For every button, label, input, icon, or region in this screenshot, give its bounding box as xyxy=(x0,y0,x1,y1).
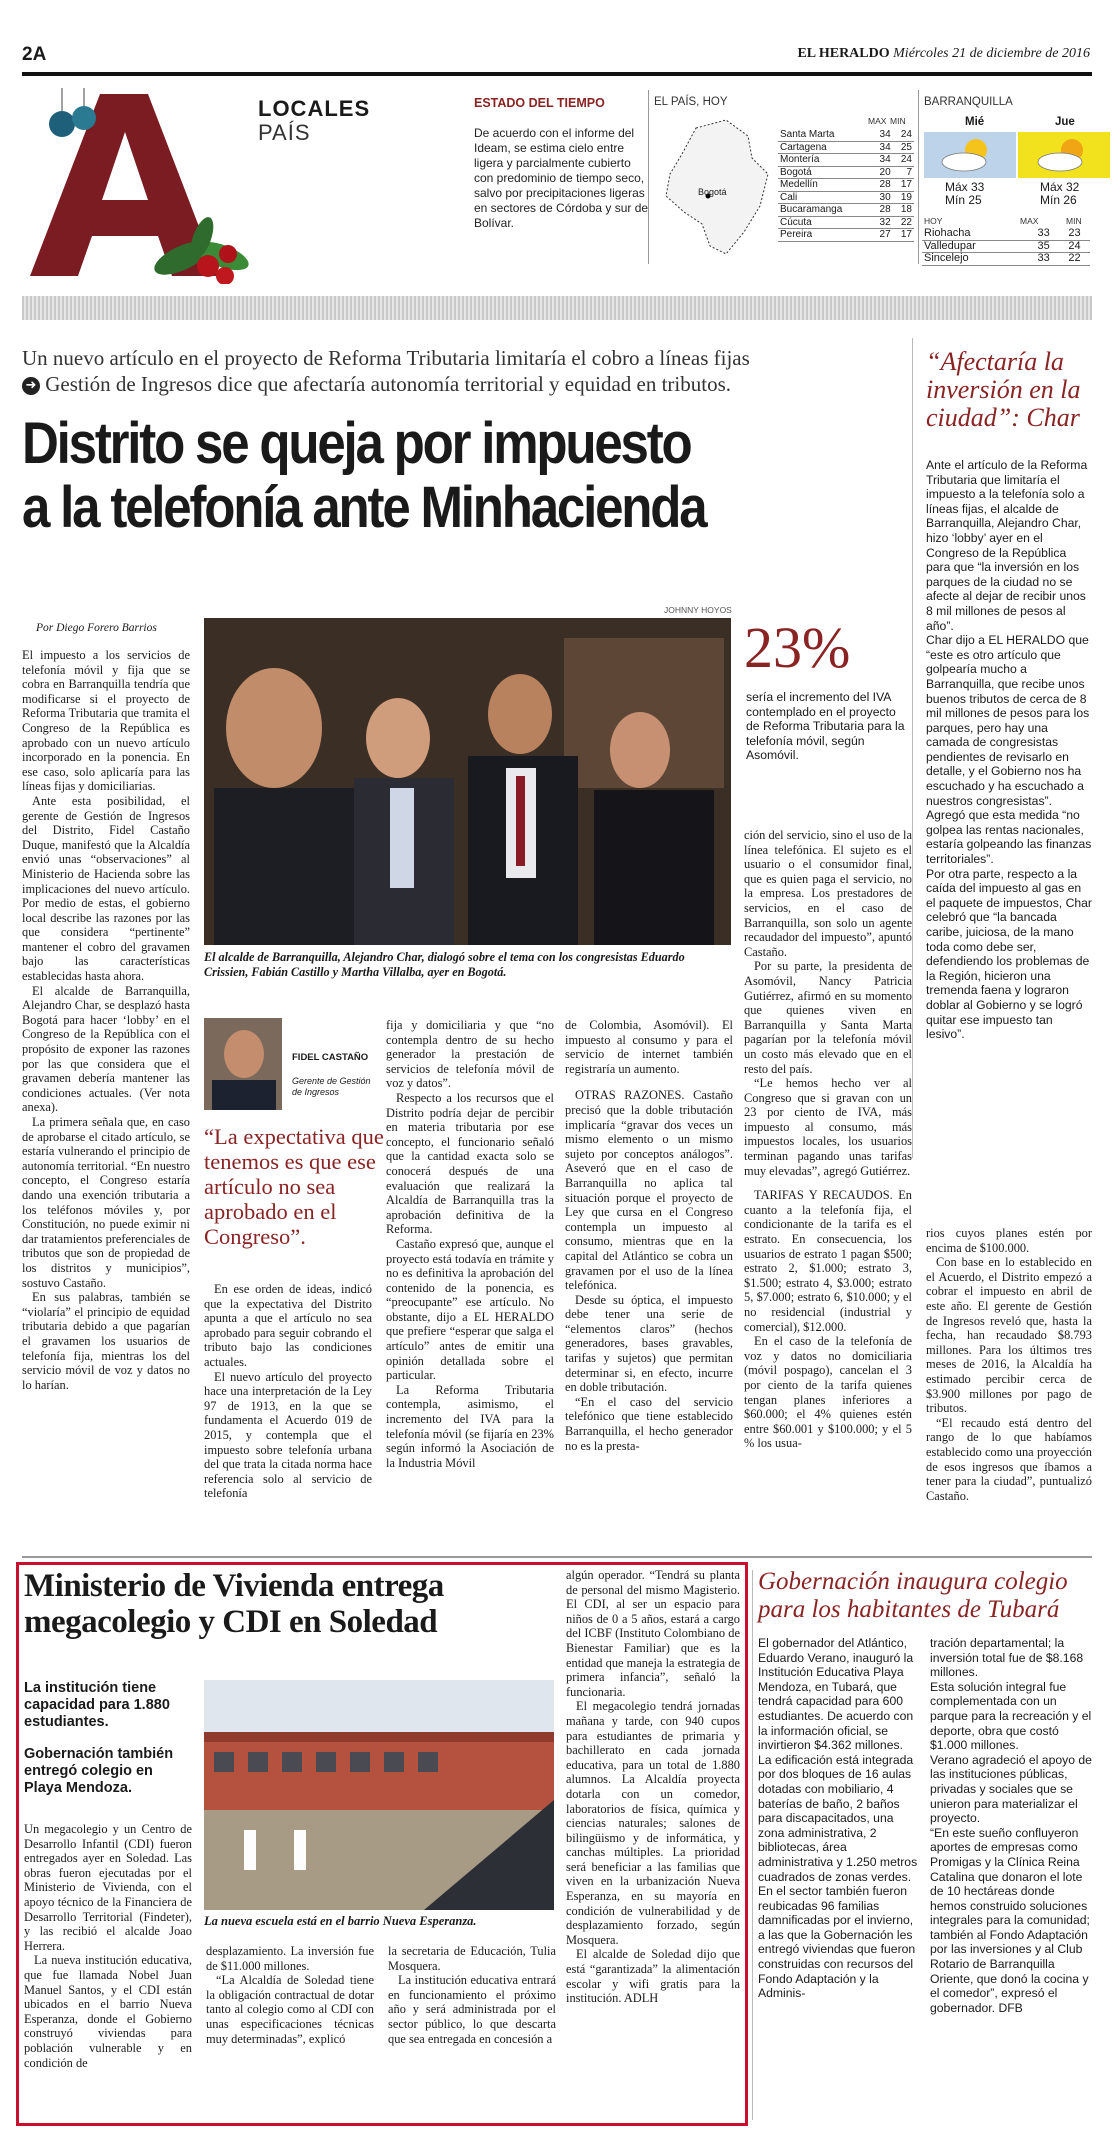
city-row xyxy=(778,216,914,229)
bottom-left-col-b xyxy=(206,1944,374,2046)
city-row xyxy=(778,179,914,192)
bottom-divider xyxy=(752,1570,753,2120)
paragraph: Un megacolegio y un Centro de Desarrollo Infantil (CDI) fueron entregados ayer en Soledad. Las obras fueron ejecutadas por el Ministerio de Vivienda, con el apoyo técnico de la Financiera de Desarrollo Territorial (Findeter), y las recibió el alcalde Joao Herrera. xyxy=(24,1822,192,1953)
regional-name: Valledupar xyxy=(922,240,1028,253)
paragraph: El megacolegio tendrá jornadas mañana y tarde, con 940 cupos para estudiantes de primaria y bachillerato en cada jornada educativa, para un total de 1.880 alumnos. La Alcaldía proyecta dotarla con un comedor, laboratorios de física, química y ciencias naturales; salones de bilingüismo y de informática, y canchas múltiples. La prioridad será beneficiar a las familias que viven en la urbanización Nueva Esperanza, en su mayoría en condición de vulnerabilidad y de desplazamiento forzado, según Mosquera. xyxy=(566,1699,740,1947)
city-row xyxy=(778,229,914,242)
column-5 xyxy=(744,828,912,1451)
deck-2: Gobernación también entregó colegio en Playa Mendoza. xyxy=(24,1746,174,1796)
column-2 xyxy=(204,1282,372,1501)
paragraph: rios cuyos planes estén por encima de $100.000. xyxy=(926,1226,1092,1255)
headline-line-2: a la telefonía ante Minhacienda xyxy=(22,475,706,540)
table-min-head: MIN xyxy=(890,116,906,126)
portrait-illustration xyxy=(204,1018,282,1110)
bottom-left-col-d xyxy=(566,1568,740,2006)
paragraph: tración departamental; la inversión total fue de $8.168 millones. xyxy=(930,1636,1084,1680)
regional-name: Sincelejo xyxy=(922,253,1028,266)
column-4 xyxy=(565,1018,733,1453)
paragraph: Verano agradeció el apoyo de las instituciones públicas, privadas y sociales que se unieron para materializar el proyecto. xyxy=(930,1752,1092,1826)
mug-name: FIDEL CASTAÑO xyxy=(292,1052,369,1063)
weather-text: De acuerdo con el informe del Ideam, se estima cielo entre ligera y parcialmente cubierto con predominio de tiempo seco, salvo por precipitaciones ligeras en sectores de Córdoba y sur de Bolívar. xyxy=(474,126,649,230)
section-rule xyxy=(22,1556,1092,1558)
school-illustration xyxy=(204,1680,554,1910)
city-min: 17 xyxy=(893,229,914,242)
paper-name: EL HERALDO xyxy=(797,46,890,61)
partly-cloudy-icon xyxy=(924,132,1016,178)
paragraph: “En este sueño confluyeron aportes de empresas como Promigas y la Clínica Reina Catalina que donaron el lote de 10 hectáreas donde hemos construido soluciones integrales para la comunidad; también al Fondo Adaptación por las inversiones y al Club Rotario de Barranquilla Oriente, que donó la cocina y el comedor”, expresó el gobernador. DFB xyxy=(930,1825,1090,2015)
city-max: 30 xyxy=(871,191,892,204)
kicker-2: Gestión de Ingresos dice que afectaría autonomía territorial y equidad en tributos. xyxy=(45,372,732,396)
section-locales: LOCALES xyxy=(258,96,371,121)
deck-1: La institución tiene capacidad para 1.880 estudiantes. xyxy=(24,1680,170,1730)
bottom-left-headline: Ministerio de Vivienda entrega megacolegio y CDI en Soledad xyxy=(24,1568,444,1640)
city-max: 34 xyxy=(871,129,892,141)
regional-row xyxy=(922,240,1090,253)
city-name: Cali xyxy=(778,191,871,204)
section-banner xyxy=(22,88,1092,284)
partly-cloudy-icon xyxy=(1018,132,1110,178)
hoy-label: HOY xyxy=(924,216,943,226)
paragraph: Ante esta posibilidad, el gerente de Gestión de Ingresos del Distrito, Fidel Castaño Duque, manifestó que la Alcaldía envió unas “observaciones” al Ministerio de Hacienda sobre las implicaciones del nuevo artículo. Por medio de estas, el gobierno local describe las razones por las que considera “pertinente” mantener el cobro del gravamen bajo las características establecidas hasta ahora. xyxy=(22,793,190,984)
paragraph: Respecto a los recursos que el Distrito podría dejar de percibir en materia tributaria por ese concepto, el funcionario señaló que la cantidad exacta solo se conocerá después de una evaluación que realizará la Alcaldía de Barranquilla tras la aprobación definitiva de la Reforma. xyxy=(386,1090,554,1237)
paragraph: Esta solución integral fue complementada con un parque para la recreación y el deporte, obra que costó $1.000 millones. xyxy=(930,1679,1092,1753)
day2-icon-box xyxy=(1018,132,1110,178)
city-row xyxy=(778,166,914,179)
paragraph: TARIFAS Y RECAUDOS. En cuanto a la telefonía fija, el condicionante de la tarifa es el estrato. En consecuencia, los usuarios de estrato 1 pagan $500; estrato 2, $1.000; estrato 3, $1.500; estrato 4, $3.000; estrato 5, $7.000; estrato 6, $10.000; y el no residencial (industrial y comercial), $12.000. xyxy=(744,1188,912,1334)
paragraph: fija y domiciliaria y que “no contempla dentro de su hecho generador la prestación de servicios de telefonía móvil de voz y datos”. xyxy=(386,1018,554,1091)
paragraph: En el caso de la telefonía de voz y datos no domiciliaria (móvil pospago), cancelan el 3 por ciento de la tarifa quienes tengan planes inferiores a $60.000; el 4% quienes estén entre $60.001 y $100.000; y el 5 % los usua- xyxy=(744,1334,912,1451)
bottom-right-headline: Gobernación inaugura colegio para los habitantes de Tubará xyxy=(758,1568,1068,1623)
city-min: 17 xyxy=(893,179,914,192)
day1-temps xyxy=(945,181,984,207)
city-min: 24 xyxy=(893,129,914,141)
paragraph: El alcalde de Soledad dijo que está “garantizada” la alimentación escolar y wifi gratis para la institución. ADLH xyxy=(566,1947,740,2006)
day1-icon-box xyxy=(924,132,1016,178)
city-max: 28 xyxy=(871,204,892,217)
city-max: 32 xyxy=(871,216,892,229)
paragraph: El alcalde de Barranquilla, Alejandro Char, se desplazó hasta Bogotá para hacer ‘lobby’ en el Congreso de la República con el propósito de exponer las razones por las que considera que el gravamen debería mantener las condiciones actuales. (Ver nota anexa). xyxy=(22,983,190,1115)
sidebar-paragraph: Char dijo a EL HERALDO que “este es otro artículo que golpearía mucho a Barranquilla, que recibe unos buenos tributos de cerca de 8 mil millones de pesos para los parques, pero hay una camada de congresistas pendientes de revisarlo en detalle, y el Gobierno nos ha escuchado y ha escuchado a nuestros congresistas”. xyxy=(926,633,1090,808)
regional-max: 33 xyxy=(1028,228,1059,240)
paragraph: desplazamiento. La inversión fue de $11.000 millones. xyxy=(206,1944,374,1973)
kicker-1: Un nuevo artículo en el proyecto de Reforma Tributaria limitaría el cobro a líneas fijas xyxy=(22,346,750,370)
paragraph: “Le hemos hecho ver al Congreso que si gravan con un 23 por ciento de IVA, más impuesto al consumo, más impuestos locales, los usuarios terminan pagando unas tarifas muy elevadas”, agregó Gutiérrez. xyxy=(744,1076,912,1178)
paragraph: La nueva institución educativa, que fue llamada Nobel Juan Manuel Santos, y el CDI están ubicados en el barrio Nueva Esperanza, donde el Gobierno construyó viviendas para población vulnerable y en condición de xyxy=(24,1953,192,2070)
masthead-date xyxy=(797,46,1090,62)
city-name: Pereira xyxy=(778,229,871,242)
paragraph: Desde su óptica, el impuesto debe tener una serie de “elementos claros” (hechos generadores, bases gravables, tarifas y sujetos) que permitan determinar si, en efecto, incurre en doble tributación. xyxy=(565,1292,733,1395)
country-label: EL PAÍS, HOY xyxy=(654,96,728,108)
city-max: 20 xyxy=(871,166,892,179)
city-name: Bucaramanga xyxy=(778,204,871,217)
stat-value: 23% xyxy=(744,615,851,680)
section-pais: PAÍS xyxy=(258,120,311,145)
column-6 xyxy=(926,1226,1092,1503)
city-weather-table xyxy=(778,129,914,242)
city-min: 18 xyxy=(893,204,914,217)
byline: Por Diego Forero Barrios xyxy=(36,622,157,634)
divider xyxy=(648,90,649,264)
bottom-left-col-a xyxy=(24,1822,192,2070)
weather-title: ESTADO DEL TIEMPO xyxy=(474,96,605,110)
city-name: Bogotá xyxy=(778,166,871,179)
day2-label: Jue xyxy=(1055,116,1075,128)
photo-caption: El alcalde de Barranquilla, Alejandro Char, dialogó sobre el tema con los congresistas Eduardo Crissien, Fabián Castillo y Martha Villalba, ayer en Bogotá. xyxy=(204,950,685,979)
city-name: Medellín xyxy=(778,179,871,192)
regional-row xyxy=(922,253,1090,266)
paragraph: la secretaria de Educación, Tulia Mosquera. xyxy=(388,1944,556,1973)
city-name: Cartagena xyxy=(778,141,871,154)
city-min: 19 xyxy=(893,191,914,204)
main-headline xyxy=(22,412,705,540)
paragraph: La Reforma Tributaria contempla, asimismo, el incremento del IVA para la telefonía móvil (se fijaría en 23% según informó la Asociación de la Industria Móvil xyxy=(386,1382,554,1470)
day2-temps xyxy=(1040,181,1079,207)
sidebar-paragraph: Agregó que esta medida “no golpea las rentas nacionales, estaría golpeando las finanzas territoriales”. xyxy=(926,808,1092,867)
sidebar-divider xyxy=(912,338,913,1158)
city-name: Santa Marta xyxy=(778,129,871,141)
hoy-max-head: MAX xyxy=(1020,216,1039,226)
column-3 xyxy=(386,1018,554,1470)
regional-weather-table xyxy=(922,228,1090,266)
city-max: 34 xyxy=(871,154,892,167)
paragraph: Con base en lo establecido en el Acuerdo, el Distrito empezó a cobrar el impuesto en abril de este año. El gerente de Gestión de Ingresos reveló que, hasta la fecha, han recaudado $8.793 millones. Para los últimos tres meses de 2016, la Alcaldía ha estimado percibir cerca de $3.900 millones por pago de tributos. xyxy=(926,1255,1092,1416)
city-max: 28 xyxy=(871,179,892,192)
regional-min: 22 xyxy=(1059,253,1090,266)
city-min: 7 xyxy=(893,166,914,179)
sidebar-title: “Afectaría la inversión en la ciudad”: Char xyxy=(926,347,1081,432)
city-min: 22 xyxy=(893,216,914,229)
pull-quote: “La expectativa que tenemos es que ese artículo no sea aprobado en el Congreso”. xyxy=(204,1124,384,1249)
paragraph: “El recaudo está dentro del rango de lo que habíamos establecido como una proyección de esos ingresos que íbamos a tener para la ciudad”, puntualizó Castaño. xyxy=(926,1415,1092,1503)
regional-name: Riohacha xyxy=(922,228,1028,240)
paragraph: “La Alcaldía de Soledad tiene la obligación contractual de dotar tanto al colegio como al CDI con unas especificaciones técnicas muy determinadas”, explicó xyxy=(206,1973,374,2046)
page-number: 2A xyxy=(22,44,47,65)
city-max: 34 xyxy=(871,141,892,154)
city-name: Montería xyxy=(778,154,871,167)
paragraph: En ese orden de ideas, indicó que la expectativa del Distrito apunta a que el artículo no sea aprobado para seguir cobrando el tributo bajo las condiciones actuales. xyxy=(204,1282,372,1369)
column-1 xyxy=(22,648,190,1392)
main-photo xyxy=(204,618,731,945)
hoy-min-head: MIN xyxy=(1066,216,1082,226)
regional-row xyxy=(922,228,1090,240)
regional-max: 35 xyxy=(1028,240,1059,253)
city-row xyxy=(778,204,914,217)
paragraph: La primera señala que, en caso de aprobarse el citado artículo, se estaría vulnerando el principio de autonomía territorial. “En nuestro concepto, el Congreso estaría dando una exención tributaria a los teléfonos móviles y, por Constitución, no puede eximir ni dar tratamientos preferenciales de tributos que son de propiedad de los distritos y municipios”, sostuvo Castaño. xyxy=(22,1115,190,1290)
section-letter-a xyxy=(22,88,267,284)
day2-min: Mín 26 xyxy=(1040,193,1077,207)
paragraph: Castaño expresó que, aunque el proyecto está todavía en trámite y no es definitiva la aprobación del contenido de la ponencia, es “preocupante” ese artículo. No obstante, dijo a EL HERALDO que prefiere “esperar que salga el artículo” antes de emitir una opinión detallada sobre el particular. xyxy=(386,1236,554,1383)
headline-line-1: Distrito se queja por impuesto xyxy=(22,411,691,476)
city-min: 25 xyxy=(893,141,914,154)
header-rule xyxy=(22,72,1092,76)
day1-max: Máx 33 xyxy=(945,180,985,194)
day1-min: Mín 25 xyxy=(945,193,982,207)
city-row xyxy=(778,141,914,154)
regional-min: 23 xyxy=(1059,228,1090,240)
edition-date: Miércoles 21 de diciembre de 2016 xyxy=(893,46,1090,61)
day1-label: Mié xyxy=(965,116,985,128)
paragraph: de Colombia, Asomóvil). El impuesto al consumo y para el servicio de internet también registraría un aumento. xyxy=(565,1018,733,1076)
paragraph: OTRAS RAZONES. Castaño precisó que la doble tributación implicaría “gravar dos veces un mismo elemento o un mismo sujeto por conceptos análogos”. Aseveró que en el caso de Barranquilla no aplica tal situación porque el proyecto de Ley que cursa en el Congreso contempla un impuesto al consumo, mientras que en la capital del Atlántico se cobra un gravamen por el uso de la línea telefónica. xyxy=(565,1088,733,1293)
city-row xyxy=(778,154,914,167)
regional-max: 33 xyxy=(1028,253,1059,266)
sidebar-paragraph: Ante el artículo de la Reforma Tributaria que limitaría el impuesto a la telefonía solo a líneas fijas, el alcalde de Barranquilla, Alejandro Char, hizo ‘lobby’ ayer en el Congreso de la República para que “la inversión en los parques de la ciudad no se afecte al dejar de recibir unos 8 mil millones de pesos al año”. xyxy=(926,458,1088,633)
bottom-right-col-a xyxy=(758,1636,920,2001)
paragraph: La edificación está integrada por dos bloques de 16 aulas dotadas con mobiliario, 4 baterías de baño, 2 baños para discapacitados, una zona administrativa, 2 bibliotecas, área administrativa y 1.250 metros cuadrados de zonas verdes. xyxy=(758,1752,918,1884)
mug-role: Gerente de Gestión de Ingresos xyxy=(292,1076,371,1097)
paragraph: El impuesto a los servicios de telefonía móvil y fija que se cobra en Barranquilla tendría que modificarse si el proyecto de Reforma Tributaria que tramita el Congreso de la República es aprobado con un nuevo artículo incorporado en la ponencia. En ese caso, solo aplicaría para las líneas fijas y domiciliarias. xyxy=(22,648,190,794)
paragraph: La institución educativa entrará en funcionamiento el próximo año y será administrada por el sector público, lo que descarta que sea entregada en concesión a xyxy=(388,1973,556,2046)
city-row xyxy=(778,191,914,204)
school-photo xyxy=(204,1680,554,1910)
mugshot-fidel-castano xyxy=(204,1018,282,1110)
arrow-right-icon: ➜ xyxy=(22,377,40,395)
paragraph: En sus palabras, también se “violaría” el principio de equidad tributaria debido a que pagarían el gravamen los usuarios de telefonía fija, mientras los del servicio móvil de voz y datos no lo harían. xyxy=(22,1290,190,1392)
regional-min: 24 xyxy=(1059,240,1090,253)
paragraph: El nuevo artículo del proyecto hace una interpretación de la Ley 97 de 1913, en la que se fundamenta el Acuerdo 019 de 2015, y contempla que el impuesto sobre telefonía urbana del que trata la citada norma hace referencia solo al servicio de telefonía xyxy=(204,1369,372,1501)
paragraph: ción del servicio, sino el uso de la línea telefónica. El sujeto es el usuario o el consumidor final, que es quien paga el servicio, no la empresa. Los prestadores de servicios, en el caso de Barranquilla, son solo un agente recaudador del impuesto”, apuntó Castaño. xyxy=(744,828,912,959)
paragraph: El gobernador del Atlántico, Eduardo Verano, inauguró la Institución Educativa Playa Mendoza, en Tubará, que tendrá capacidad para 600 estudiantes. De acuerdo con la información oficial, se invirtieron $4.362 millones. xyxy=(758,1636,914,1753)
city-row xyxy=(778,129,914,141)
bottom-left-col-c xyxy=(388,1944,556,2046)
paragraph: Por su parte, la presidenta de Asomóvil, Nancy Patricia Gutiérrez, afirmó en su momento que quienes viven en Barranquilla y Santa Marta pagarían por la telefonía móvil un costo más elevado que en el resto del país. xyxy=(744,959,912,1076)
paragraph: algún operador. “Tendrá su planta de personal del mismo Magisterio. El CDI, al ser un espacio para niños de 0 a 5 años, estará a cargo del ICBF (Instituto Colombiano de Bienestar Familiar) que es la entidad que maneja la estrategia de primera infancia”, señaló la funcionaria. xyxy=(566,1568,740,1699)
photo-illustration xyxy=(204,618,731,945)
paragraph: “En el caso del servicio telefónico que tiene establecido Barranquilla, el hecho generador no es la presta- xyxy=(565,1394,733,1453)
banner-bottom-band xyxy=(22,296,1092,320)
stat-text: sería el incremento del IVA contemplado en el proyecto de Reforma Tributaria para la telefonía móvil, según Asomóvil. xyxy=(746,690,905,763)
city-name: Cúcuta xyxy=(778,216,871,229)
photo-credit: JOHNNY HOYOS xyxy=(664,605,732,615)
sidebar-body xyxy=(926,458,1092,1042)
sidebar-paragraph: Por otra parte, respecto a la caída del impuesto al gas en el paquete de impuestos, Char celebró que “la bancada caribe, juiciosa, de la mano toda como debe ser, defendiendo los problemas de la Región, hicieron una tremenda faena y lograron doblar al Gobierno y se logró quitar ese impuesto tan lesivo”. xyxy=(926,866,1092,1042)
city-min: 24 xyxy=(893,154,914,167)
paragraph: En el sector también fueron reubicadas 96 familias damnificadas por el invierno, a las que la Gobernación les entregó viviendas que fueron construidas con recursos del Fondo Adaptación y la Adminis- xyxy=(758,1884,916,2001)
kicker-2-row xyxy=(22,372,731,397)
day2-max: Máx 32 xyxy=(1040,180,1080,194)
map-bogota-label: Bogotá xyxy=(698,187,727,197)
school-caption: La nueva escuela está en el barrio Nueva Esperanza. xyxy=(204,1914,477,1928)
city-max: 27 xyxy=(871,229,892,242)
bottom-right-col-b xyxy=(930,1636,1092,2015)
baq-label: BARRANQUILLA xyxy=(924,96,1013,108)
table-max-head: MAX xyxy=(868,116,887,126)
divider xyxy=(918,90,919,264)
